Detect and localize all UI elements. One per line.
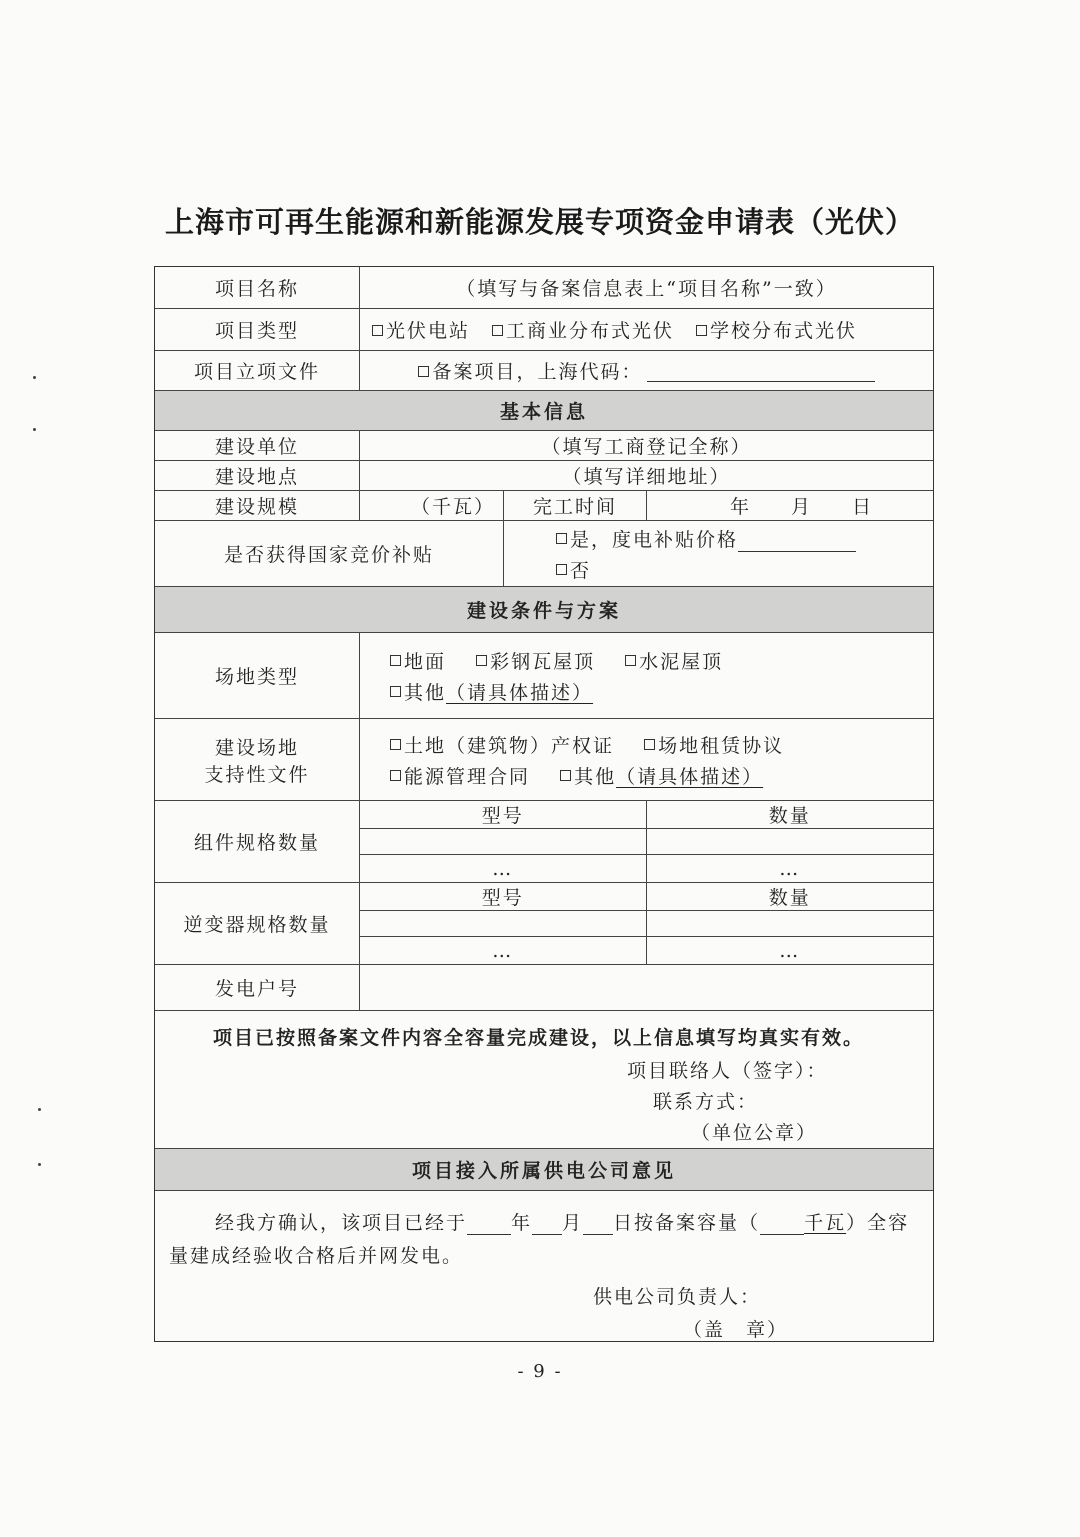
row-module-spec xyxy=(155,801,933,883)
construction-site-field[interactable]: （填写详细地址） xyxy=(562,466,731,488)
project-name-field[interactable]: （填写与备案信息表上“项目名称”一致） xyxy=(456,278,837,300)
construction-unit-field[interactable]: （填写工商登记全称） xyxy=(541,436,752,458)
header-quantity: 数量 xyxy=(647,883,934,911)
row-construction-unit xyxy=(155,431,933,461)
label-support-docs: 建设场地 支持性文件 xyxy=(155,719,360,800)
section-grid-opinion xyxy=(155,1149,933,1191)
declaration-block xyxy=(155,1011,933,1148)
checkbox-square-icon xyxy=(390,739,401,750)
row-account-number xyxy=(155,965,933,1011)
label-module-spec: 组件规格数量 xyxy=(155,801,360,882)
module-quantity-more[interactable]: … xyxy=(779,858,801,880)
subsidy-options xyxy=(504,521,933,586)
row-grid-opinion xyxy=(155,1191,933,1341)
checkbox-square-icon xyxy=(390,770,401,781)
row-declaration xyxy=(155,1011,933,1149)
grid-confirmation-line1: 经我方确认，该项目已经于 年 月 日按备案容量（ 千瓦）全容 xyxy=(215,1212,910,1234)
approval-field xyxy=(360,351,933,390)
scan-mark xyxy=(38,1163,41,1166)
row-construction-site xyxy=(155,461,933,491)
checkbox-energy-contract[interactable]: 能源管理合同 xyxy=(390,766,530,788)
checkbox-pv-station[interactable]: 光伏电站 xyxy=(372,316,470,343)
module-spec-table xyxy=(360,801,933,882)
checkbox-docs-other[interactable]: 其他（请具体描述） xyxy=(560,766,763,788)
checkbox-square-icon xyxy=(625,655,636,666)
section-title: 建设条件与方案 xyxy=(155,587,933,632)
inverter-model-more[interactable]: … xyxy=(360,937,647,965)
section-basic-info xyxy=(155,391,933,431)
grid-year-input[interactable] xyxy=(467,1212,511,1235)
checkbox-square-icon xyxy=(644,739,655,750)
checkbox-square-icon xyxy=(560,770,571,781)
checkbox-square-icon xyxy=(696,325,707,336)
row-inverter-spec xyxy=(155,883,933,965)
unit-seal: （单位公章） xyxy=(691,1121,818,1144)
module-model-more[interactable]: … xyxy=(360,855,647,883)
checkbox-cement-roof[interactable]: 水泥屋顶 xyxy=(625,651,723,673)
scan-mark xyxy=(33,428,36,431)
checkbox-square-icon xyxy=(390,686,401,697)
grid-capacity-input[interactable] xyxy=(760,1212,804,1235)
grid-confirmation-line2: 量建成经验收合格后并网发电。 xyxy=(169,1245,464,1267)
row-approval xyxy=(155,351,933,391)
checkbox-square-icon xyxy=(372,325,383,336)
page-title: 上海市可再生能源和新能源发展专项资金申请表（光伏） xyxy=(164,205,915,239)
checkbox-land-certificate[interactable]: 土地（建筑物）产权证 xyxy=(390,735,614,757)
checkbox-lease-agreement[interactable]: 场地租赁协议 xyxy=(644,735,784,757)
construction-scale-field[interactable]: （千瓦） xyxy=(360,491,504,520)
label-finish-time: 完工时间 xyxy=(504,491,647,520)
shanghai-code-input[interactable] xyxy=(647,359,875,382)
row-project-type xyxy=(155,309,933,351)
label-approval: 项目立项文件 xyxy=(155,351,360,390)
checkbox-square-icon xyxy=(390,655,401,666)
section-construction-plan xyxy=(155,587,933,633)
page-number: - 9 - xyxy=(517,1361,563,1382)
checkbox-filing-project[interactable]: 备案项目，上海代码： xyxy=(418,357,642,384)
header-model: 型号 xyxy=(360,883,647,911)
checkbox-subsidy-yes[interactable]: 是，度电补贴价格 xyxy=(556,525,856,552)
section-title: 项目接入所属供电公司意见 xyxy=(155,1149,933,1190)
application-form xyxy=(154,266,934,1342)
row-support-docs xyxy=(155,719,933,801)
contact-person-signature[interactable]: 项目联络人（签字）： xyxy=(627,1059,828,1082)
checkbox-subsidy-no[interactable]: 否 xyxy=(556,556,591,583)
declaration-statement: 项目已按照备案文件内容全容量完成建设，以上信息填写均真实有效。 xyxy=(213,1026,865,1049)
row-project-name xyxy=(155,267,933,309)
inverter-quantity-input[interactable] xyxy=(647,911,934,937)
grid-company-seal: （盖 章） xyxy=(683,1319,789,1341)
label-project-type: 项目类型 xyxy=(155,309,360,350)
label-construction-site: 建设地点 xyxy=(155,461,360,490)
checkbox-commercial-pv[interactable]: 工商业分布式光伏 xyxy=(492,316,674,343)
scan-mark xyxy=(33,376,36,379)
label-site-type: 场地类型 xyxy=(155,633,360,718)
grid-opinion-block xyxy=(155,1191,933,1341)
label-account-number: 发电户号 xyxy=(155,965,360,1010)
checkbox-steel-roof[interactable]: 彩钢瓦屋顶 xyxy=(476,651,595,673)
checkbox-square-icon xyxy=(418,366,429,377)
row-construction-scale xyxy=(155,491,933,521)
label-inverter-spec: 逆变器规格数量 xyxy=(155,883,360,964)
module-quantity-input[interactable] xyxy=(647,829,934,855)
checkbox-square-icon xyxy=(492,325,503,336)
account-number-input[interactable] xyxy=(360,965,933,1010)
inverter-model-input[interactable] xyxy=(360,911,647,937)
contact-method[interactable]: 联系方式： xyxy=(653,1090,759,1113)
finish-date-field[interactable]: 年 月 日 xyxy=(729,496,873,518)
checkbox-school-pv[interactable]: 学校分布式光伏 xyxy=(696,316,857,343)
scan-mark xyxy=(38,1108,41,1111)
module-model-input[interactable] xyxy=(360,829,647,855)
label-construction-scale: 建设规模 xyxy=(155,491,360,520)
label-construction-unit: 建设单位 xyxy=(155,431,360,460)
checkbox-site-other[interactable]: 其他（请具体描述） xyxy=(390,678,593,705)
section-title: 基本信息 xyxy=(155,391,933,430)
label-subsidy: 是否获得国家竞价补贴 xyxy=(155,521,504,586)
site-type-options xyxy=(360,633,933,718)
grid-company-person[interactable]: 供电公司负责人： xyxy=(593,1286,762,1308)
header-quantity: 数量 xyxy=(647,801,934,829)
checkbox-square-icon xyxy=(476,655,487,666)
header-model: 型号 xyxy=(360,801,647,829)
project-type-options xyxy=(360,309,933,350)
checkbox-square-icon xyxy=(556,533,567,544)
grid-month-input[interactable] xyxy=(532,1212,562,1235)
row-subsidy xyxy=(155,521,933,587)
inverter-quantity-more[interactable]: … xyxy=(779,940,801,962)
label-project-name: 项目名称 xyxy=(155,267,360,308)
row-site-type xyxy=(155,633,933,719)
support-docs-options xyxy=(360,719,933,800)
inverter-spec-table xyxy=(360,883,933,964)
checkbox-ground[interactable]: 地面 xyxy=(390,651,446,673)
checkbox-square-icon xyxy=(556,564,567,575)
grid-day-input[interactable] xyxy=(583,1212,613,1235)
subsidy-price-input[interactable] xyxy=(738,531,856,552)
